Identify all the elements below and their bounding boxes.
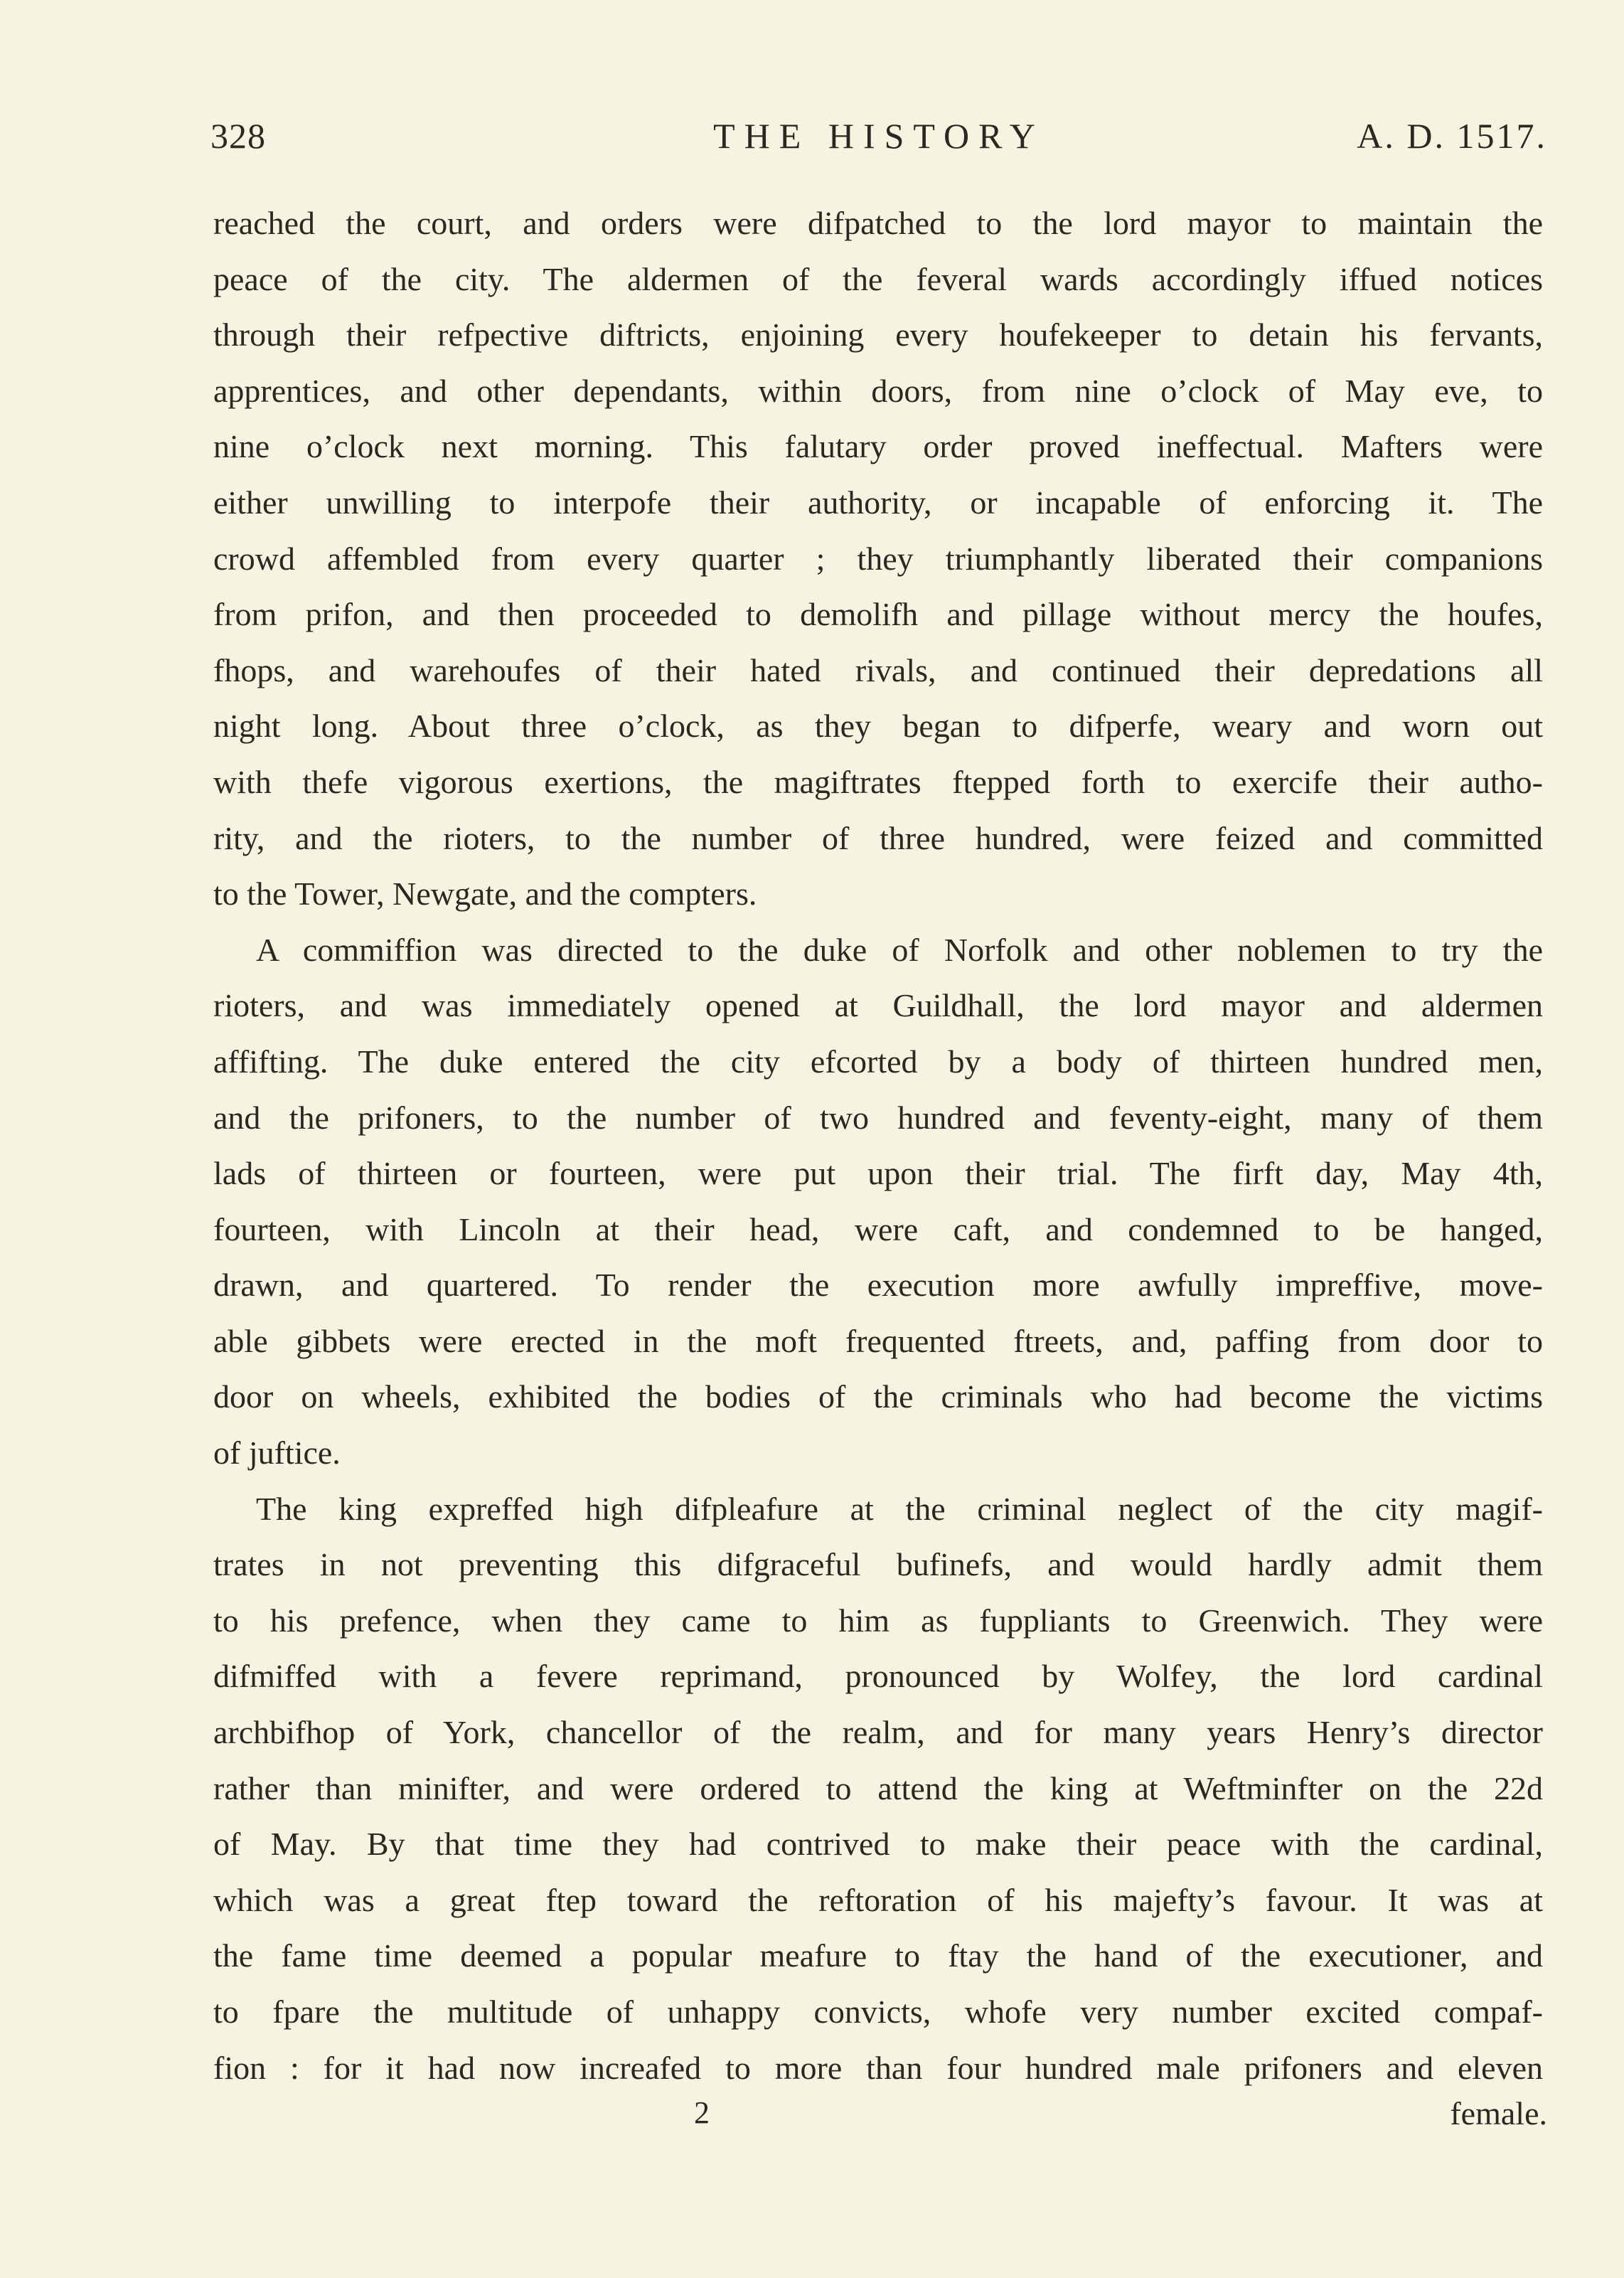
page-footer [210, 2095, 1547, 2144]
text-line: and the prifoners, to the number of two hundred and feventy-eight, many of them [213, 1099, 1543, 1136]
text-line: fourteen, with Lincoln at their head, were caft, and condemned to be hanged, [213, 1210, 1543, 1247]
text-line: apprentices, and other dependants, within doors, from nine o’clock of May eve, to [213, 372, 1543, 409]
text-line: fion : for it had now increafed to more than four hundred male prifoners and eleven [213, 2049, 1543, 2086]
text-line: crowd affembled from every quarter ; they triumphantly liberated their companions [213, 540, 1543, 577]
text-line: nine o’clock next morning. This falutary order proved ineffectual. Mafters were [213, 428, 1543, 465]
text-line: trates in not preventing this difgraceful bufinefs, and would hardly admit them [213, 1546, 1543, 1583]
text-line: rity, and the rioters, to the number of three hundred, were feized and committed [213, 819, 1543, 856]
paragraph-first-line: The king expreffed high difpleafure at the criminal neglect of the city magif- [256, 1490, 1543, 1527]
text-line: which was a great ftep toward the reftoration of his majefty’s favour. It was at [213, 1881, 1543, 1918]
date-heading: A. D. 1517. [1357, 116, 1547, 156]
text-line: night long. About three o’clock, as they began to difperfe, weary and worn out [213, 708, 1543, 745]
text-line: door on wheels, exhibited the bodies of the criminals who had become the victims [213, 1378, 1543, 1415]
text-line: rioters, and was immediately opened at Guildhall, the lord mayor and aldermen [213, 987, 1543, 1024]
text-line: to his prefence, when they came to him as fuppliants to Greenwich. They were [213, 1602, 1543, 1639]
text-line: able gibbets were erected in the moft frequented ftreets, and, paffing from door to [213, 1322, 1543, 1359]
page-number: 328 [210, 116, 266, 156]
signature-mark: 2 [694, 2095, 710, 2130]
text-line: to fpare the multitude of unhappy convicts, whofe very number excited compaf- [213, 1994, 1543, 2030]
text-line: with thefe vigorous exertions, the magiftrates ftepped forth to exercife their autho- [213, 763, 1543, 800]
text-line: either unwilling to interpofe their authority, or incapable of enforcing it. The [213, 484, 1543, 521]
text-line: rather than minifter, and were ordered to attend the king at Weftminfter on the 22d [213, 1769, 1543, 1806]
text-line: peace of the city. The aldermen of the feveral wards accordingly iffued notices [213, 260, 1543, 297]
body-text [213, 196, 1543, 2096]
text-line: affifting. The duke entered the city efcorted by a body of thirteen hundred men, [213, 1043, 1543, 1080]
text-line: difmiffed with a fevere reprimand, pronounced by Wolfey, the lord cardinal [213, 1658, 1543, 1695]
paragraph-first-line: A commiffion was directed to the duke of Norfolk and other noblemen to try the [256, 931, 1543, 968]
text-line: lads of thirteen or fourteen, were put upon their trial. The firft day, May 4th, [213, 1155, 1543, 1192]
text-line: fhops, and warehoufes of their hated rivals, and continued their depredations all [213, 651, 1543, 688]
running-title: THE HISTORY [713, 116, 1045, 156]
page-header [210, 115, 1547, 165]
text-line: through their refpective diftricts, enjoining every houfekeeper to detain his fervants, [213, 316, 1543, 353]
text-line: of juftice. [213, 1435, 341, 1471]
text-line: reached the court, and orders were difpatched to the lord mayor to maintain the [213, 205, 1543, 241]
text-line: the fame time deemed a popular meafure to ftay the hand of the executioner, and [213, 1937, 1543, 1974]
text-line: archbifhop of York, chancellor of the realm, and for many years Henry’s director [213, 1714, 1543, 1751]
text-line: from prifon, and then proceeded to demolifh and pillage without mercy the houfes, [213, 596, 1543, 633]
text-line: of May. By that time they had contrived to make their peace with the cardinal, [213, 1826, 1543, 1863]
text-line: drawn, and quartered. To render the execution more awfully impreffive, move- [213, 1267, 1543, 1304]
catchword: female. [1450, 2095, 1547, 2131]
text-line: to the Tower, Newgate, and the compters. [213, 875, 757, 912]
